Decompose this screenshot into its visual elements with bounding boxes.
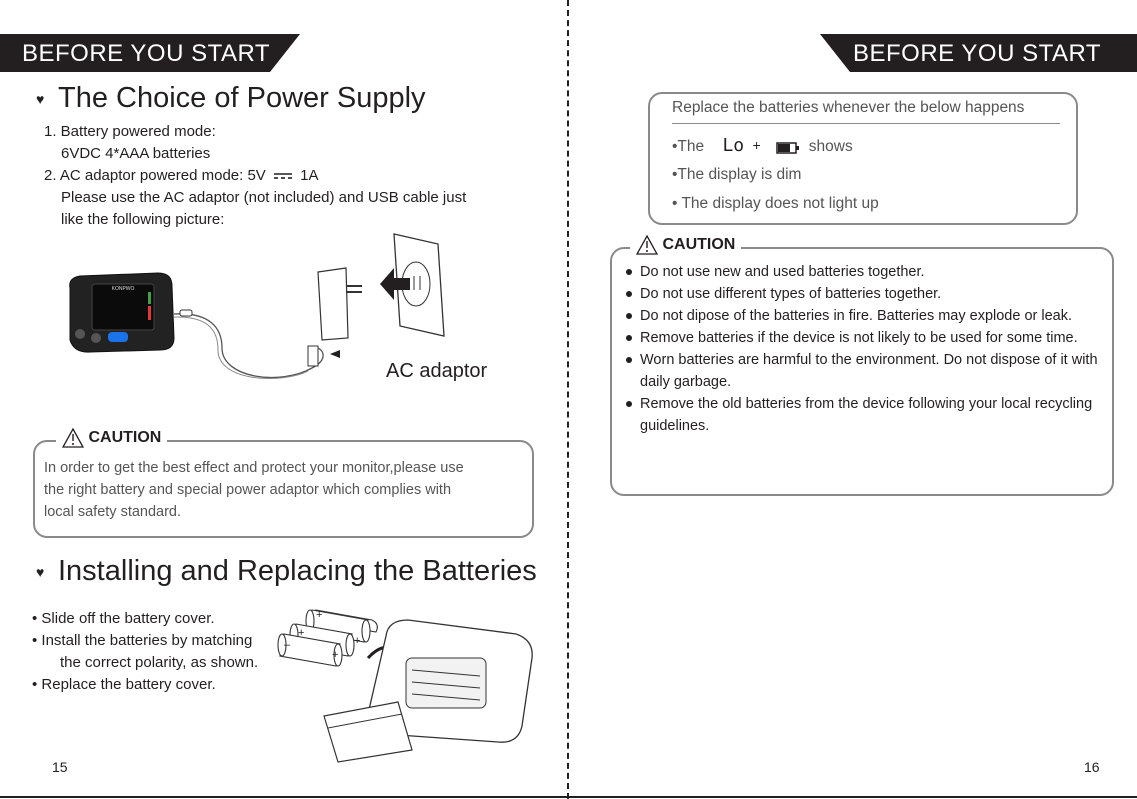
right-caution-heading (630, 235, 741, 255)
battery-step-2b: the correct polarity, as shown. (60, 654, 259, 671)
section-power-title: The Choice of Power Supply (58, 82, 426, 114)
right-banner-title: BEFORE YOU START (853, 40, 1102, 67)
left-caution-text (44, 457, 464, 523)
plus-icon: + (752, 137, 761, 153)
replace-item-lo (672, 137, 853, 157)
heart-bullet-icon: ♥ (36, 564, 45, 581)
power-line-3-text: 2. AC adaptor powered mode: 5V (44, 167, 266, 184)
left-caution-title: CAUTION (88, 429, 162, 447)
battery-icon (278, 610, 377, 666)
monitor-brand-label: KONPWO (111, 286, 135, 292)
replace-item-lo-suffix: shows (808, 138, 853, 156)
svg-text:+: + (316, 609, 323, 621)
power-line-3 (44, 165, 466, 187)
caution-item: Remove the old batteries from the device following your local recycling guidelines. (624, 393, 1104, 437)
battery-step-2: • Install the batteries by matching (32, 632, 253, 649)
power-line-1: 1. Battery powered mode: (44, 123, 216, 140)
left-caution-heading (56, 428, 167, 448)
section-batteries-heading (36, 555, 537, 588)
dc-symbol-icon (272, 171, 294, 181)
left-banner-title: BEFORE YOU START (22, 40, 271, 67)
caution-item: Do not use different types of batteries together. (624, 283, 1104, 305)
caution-item: Do not dipose of the batteries in fire. Batteries may explode or leak. (624, 305, 1104, 327)
right-caution-list (624, 261, 1104, 437)
bottom-rule (0, 796, 1137, 798)
power-mode-list (44, 121, 466, 231)
replace-item-lo-prefix: •The (672, 138, 705, 156)
battery-install-illustration (276, 606, 538, 766)
svg-text:–: – (284, 639, 291, 651)
ac-adaptor-label: AC adaptor (386, 360, 488, 382)
power-line-4: Please use the AC adaptor (not included) and USB cable just (61, 189, 467, 206)
low-battery-indicator (708, 137, 804, 157)
right-banner (820, 34, 1137, 72)
replace-item-no-light: • The display does not light up (672, 195, 879, 212)
lo-symbol: Lo (722, 135, 745, 156)
left-caution-line-3: local safety standard. (44, 504, 182, 520)
replace-box-divider (672, 123, 1060, 124)
low-battery-icon (776, 142, 800, 154)
warning-triangle-icon (636, 235, 658, 255)
monitor-device-icon (70, 273, 174, 352)
svg-text:+: + (354, 635, 361, 647)
battery-step-1: • Slide off the battery cover. (32, 610, 215, 627)
warning-triangle-icon (62, 428, 84, 448)
section-power-heading (36, 82, 426, 115)
right-caution-title: CAUTION (662, 236, 736, 254)
left-caution-line-2: the right battery and special power adaptor which complies with (44, 482, 452, 498)
replace-item-dim: •The display is dim (672, 166, 802, 183)
power-line-3-current: 1A (300, 167, 319, 184)
section-batteries-title: Installing and Replacing the Batteries (58, 555, 537, 587)
page-divider (567, 0, 569, 799)
page-number-right: 16 (1084, 759, 1100, 775)
power-line-5: like the following picture: (61, 211, 225, 228)
left-caution-line-1: In order to get the best effect and protect your monitor,please use (44, 460, 464, 476)
power-line-2: 6VDC 4*AAA batteries (61, 145, 211, 162)
caution-item: Worn batteries are harmful to the environment. Do not dispose of it with daily garbage. (624, 349, 1104, 393)
heart-bullet-icon: ♥ (36, 91, 45, 108)
battery-step-3: • Replace the battery cover. (32, 676, 216, 693)
left-banner (0, 34, 300, 72)
page-number-left: 15 (52, 759, 68, 775)
svg-text:+: + (332, 649, 339, 661)
replace-box-title: Replace the batteries whenever the below happens (672, 99, 1025, 116)
battery-steps-list (32, 608, 258, 696)
svg-text:+: + (298, 627, 305, 639)
caution-item: Remove batteries if the device is not likely to be used for some time. (624, 327, 1104, 349)
caution-item: Do not use new and used batteries together. (624, 261, 1104, 283)
